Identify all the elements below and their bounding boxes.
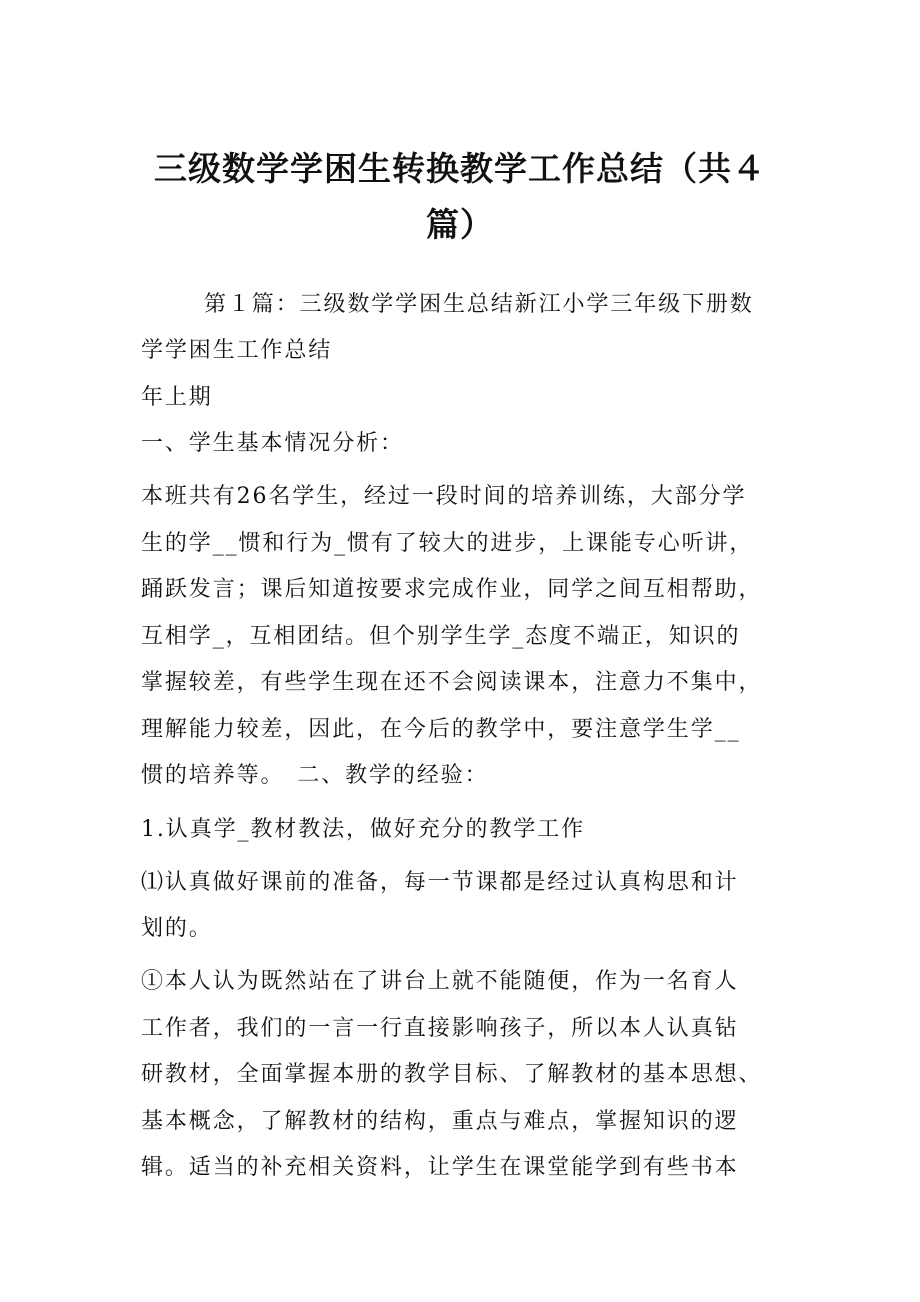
body-line-8: 互相学_，互相团结。但个别学生学_态度不端正，知识的 xyxy=(141,624,741,649)
body-line-18: 基本概念，了解教材的结构，重点与难点，掌握知识的逻 xyxy=(141,1109,739,1134)
body-line-3: 年上期 xyxy=(141,385,213,410)
body-line-9: 掌握较差，有些学生现在还不会阅读课本，注意力不集中， xyxy=(141,670,763,695)
body-line-2: 学学困生工作总结 xyxy=(141,338,333,363)
body-line-1: 第１篇：三级数学学困生总结新江小学三年级下册数 xyxy=(204,292,754,317)
body-line-7: 踊跃发言；课后知道按要求完成作业，同学之间互相帮助， xyxy=(141,577,763,602)
body-line-14: 划的。 xyxy=(141,916,213,941)
body-line-5: 本班共有26名学生，经过一段时间的培养训练，大部分学 xyxy=(141,484,747,509)
body-line-17: 研教材，全面掌握本册的教学目标、了解教材的基本思想、 xyxy=(141,1062,763,1087)
body-line-4: 一、学生基本情况分析： xyxy=(141,431,404,456)
body-line-13: ⑴认真做好课前的准备，每一节课都是经过认真构思和计 xyxy=(141,870,739,895)
body-line-16: 工作者，我们的一言一行直接影响孩子，所以本人认真钻 xyxy=(141,1016,739,1041)
document-title-line-2: 篇） xyxy=(426,205,494,244)
document-title-line-1: 三级数学学困生转换教学工作总结（共４ xyxy=(154,149,766,188)
body-line-11: 惯的培养等。 二、教学的经验： xyxy=(141,763,489,788)
body-line-19: 辑。适当的补充相关资料，让学生在课堂能学到有些书本 xyxy=(141,1155,739,1180)
body-line-10: 理解能力较差，因此，在今后的教学中，要注意学生学__ xyxy=(141,717,741,742)
body-line-12: 1.认真学_教材教法，做好充分的教学工作 xyxy=(141,817,585,842)
body-line-15: ①本人认为既然站在了讲台上就不能随便，作为一名育人 xyxy=(141,969,739,994)
body-line-6: 生的学__惯和行为_惯有了较大的进步，上课能专心听讲， xyxy=(141,531,754,556)
